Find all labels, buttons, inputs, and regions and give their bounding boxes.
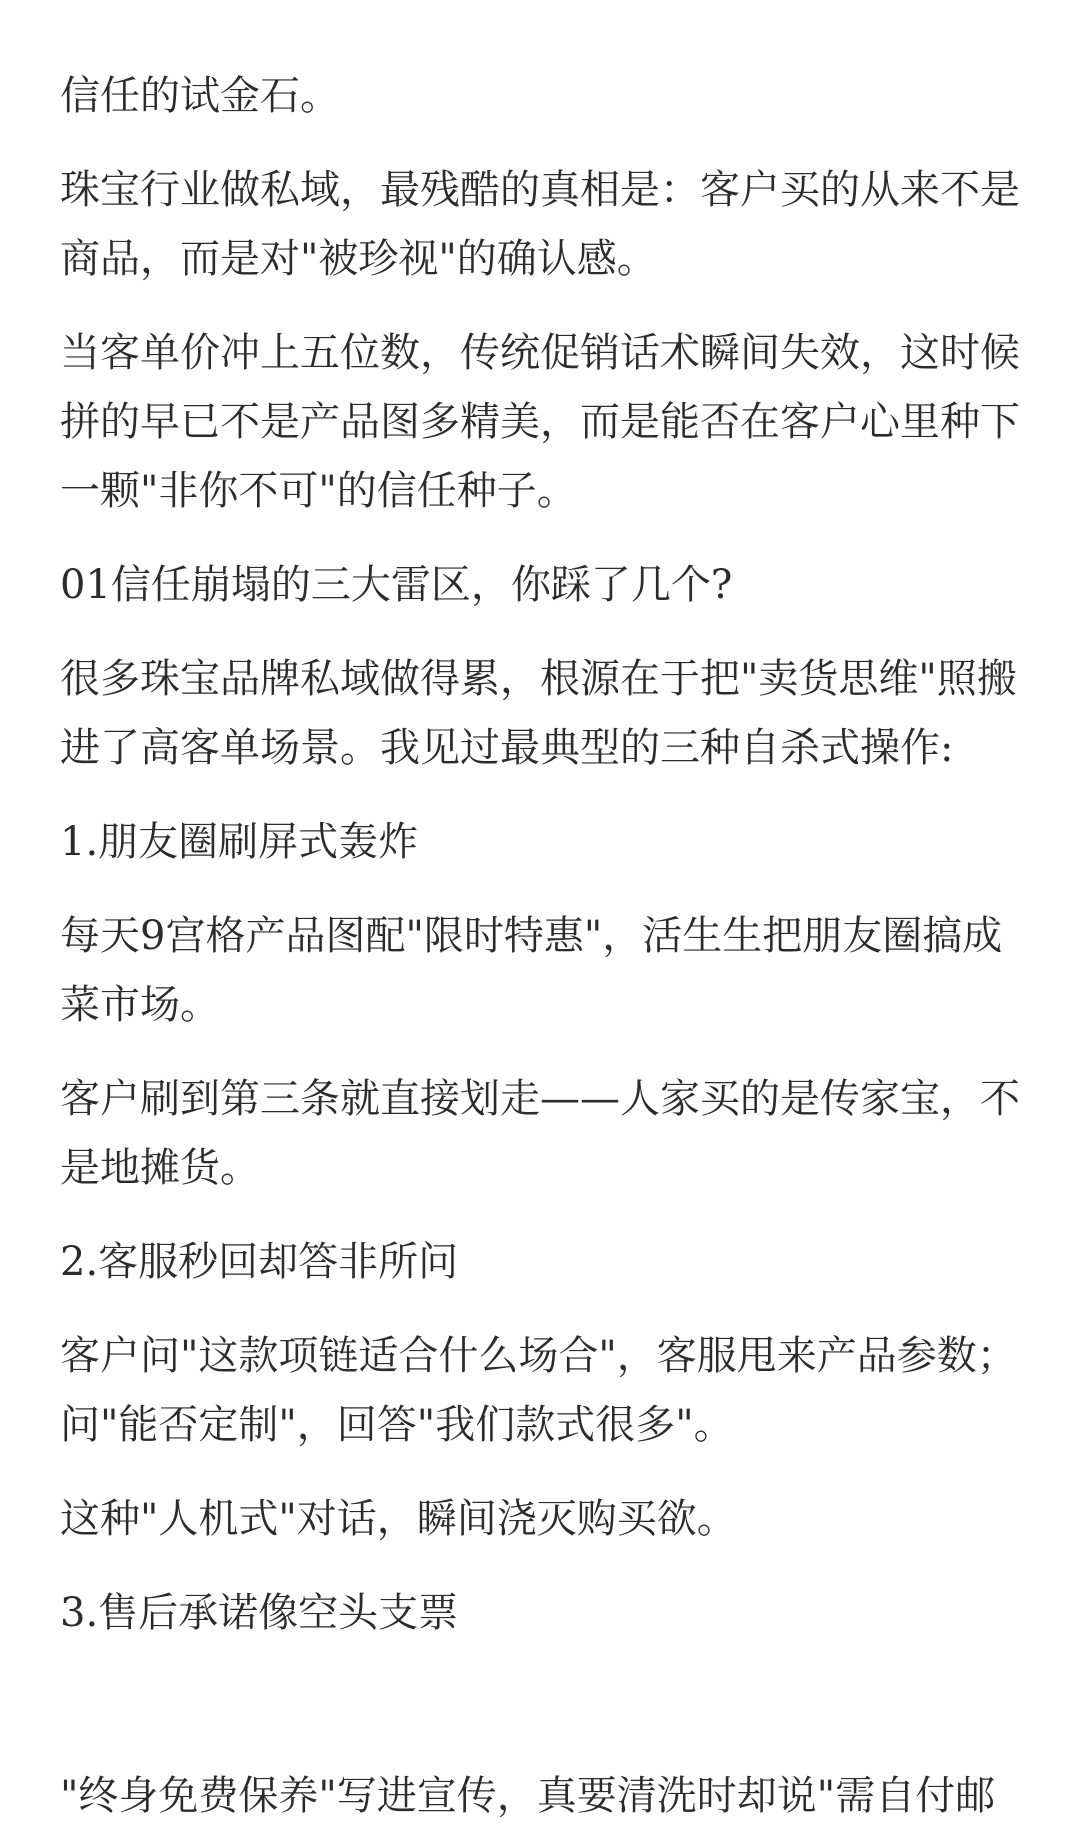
paragraph: 珠宝行业做私域，最残酷的真相是：客户买的从来不是商品，而是对"被珍视"的确认感。 bbox=[60, 167, 1020, 282]
list-item-heading: 2.客服秒回却答非所问 bbox=[60, 1239, 459, 1285]
article-body bbox=[60, 0, 1025, 1648]
paragraph: 每天9宫格产品图配"限时特惠"，活生生把朋友圈搞成菜市场。 bbox=[60, 913, 1003, 1028]
paragraph: 很多珠宝品牌私域做得累，根源在于把"卖货思维"照搬进了高客单场景。我见过最典型的三种自杀式操作: bbox=[60, 656, 1017, 771]
paragraph: 信任的试金石。 bbox=[60, 73, 340, 119]
paragraph: 这种"人机式"对话，瞬间浇灭购买欲。 bbox=[60, 1496, 737, 1542]
paragraph: 当客单价冲上五位数，传统促销话术瞬间失效，这时候拼的早已不是产品图多精美，而是能否在客户心里种下一颗"非你不可"的信任种子。 bbox=[60, 330, 1020, 514]
section-heading: 01信任崩塌的三大雷区，你踩了几个? bbox=[60, 562, 733, 608]
paragraph-cutoff: "终身免费保养"写进宣传，真要清洗时却说"需自付邮 bbox=[60, 1773, 996, 1819]
paragraph: 客户问"这款项链适合什么场合"，客服甩来产品参数；问"能否定制"，回答"我们款式很多"。 bbox=[60, 1333, 1017, 1448]
list-item-heading: 1.朋友圈刷屏式轰炸 bbox=[60, 819, 419, 865]
paragraph: 客户刷到第三条就直接划走——人家买的是传家宝，不是地摊货。 bbox=[60, 1076, 1020, 1191]
list-item-heading: 3.售后承诺像空头支票 bbox=[60, 1590, 459, 1636]
